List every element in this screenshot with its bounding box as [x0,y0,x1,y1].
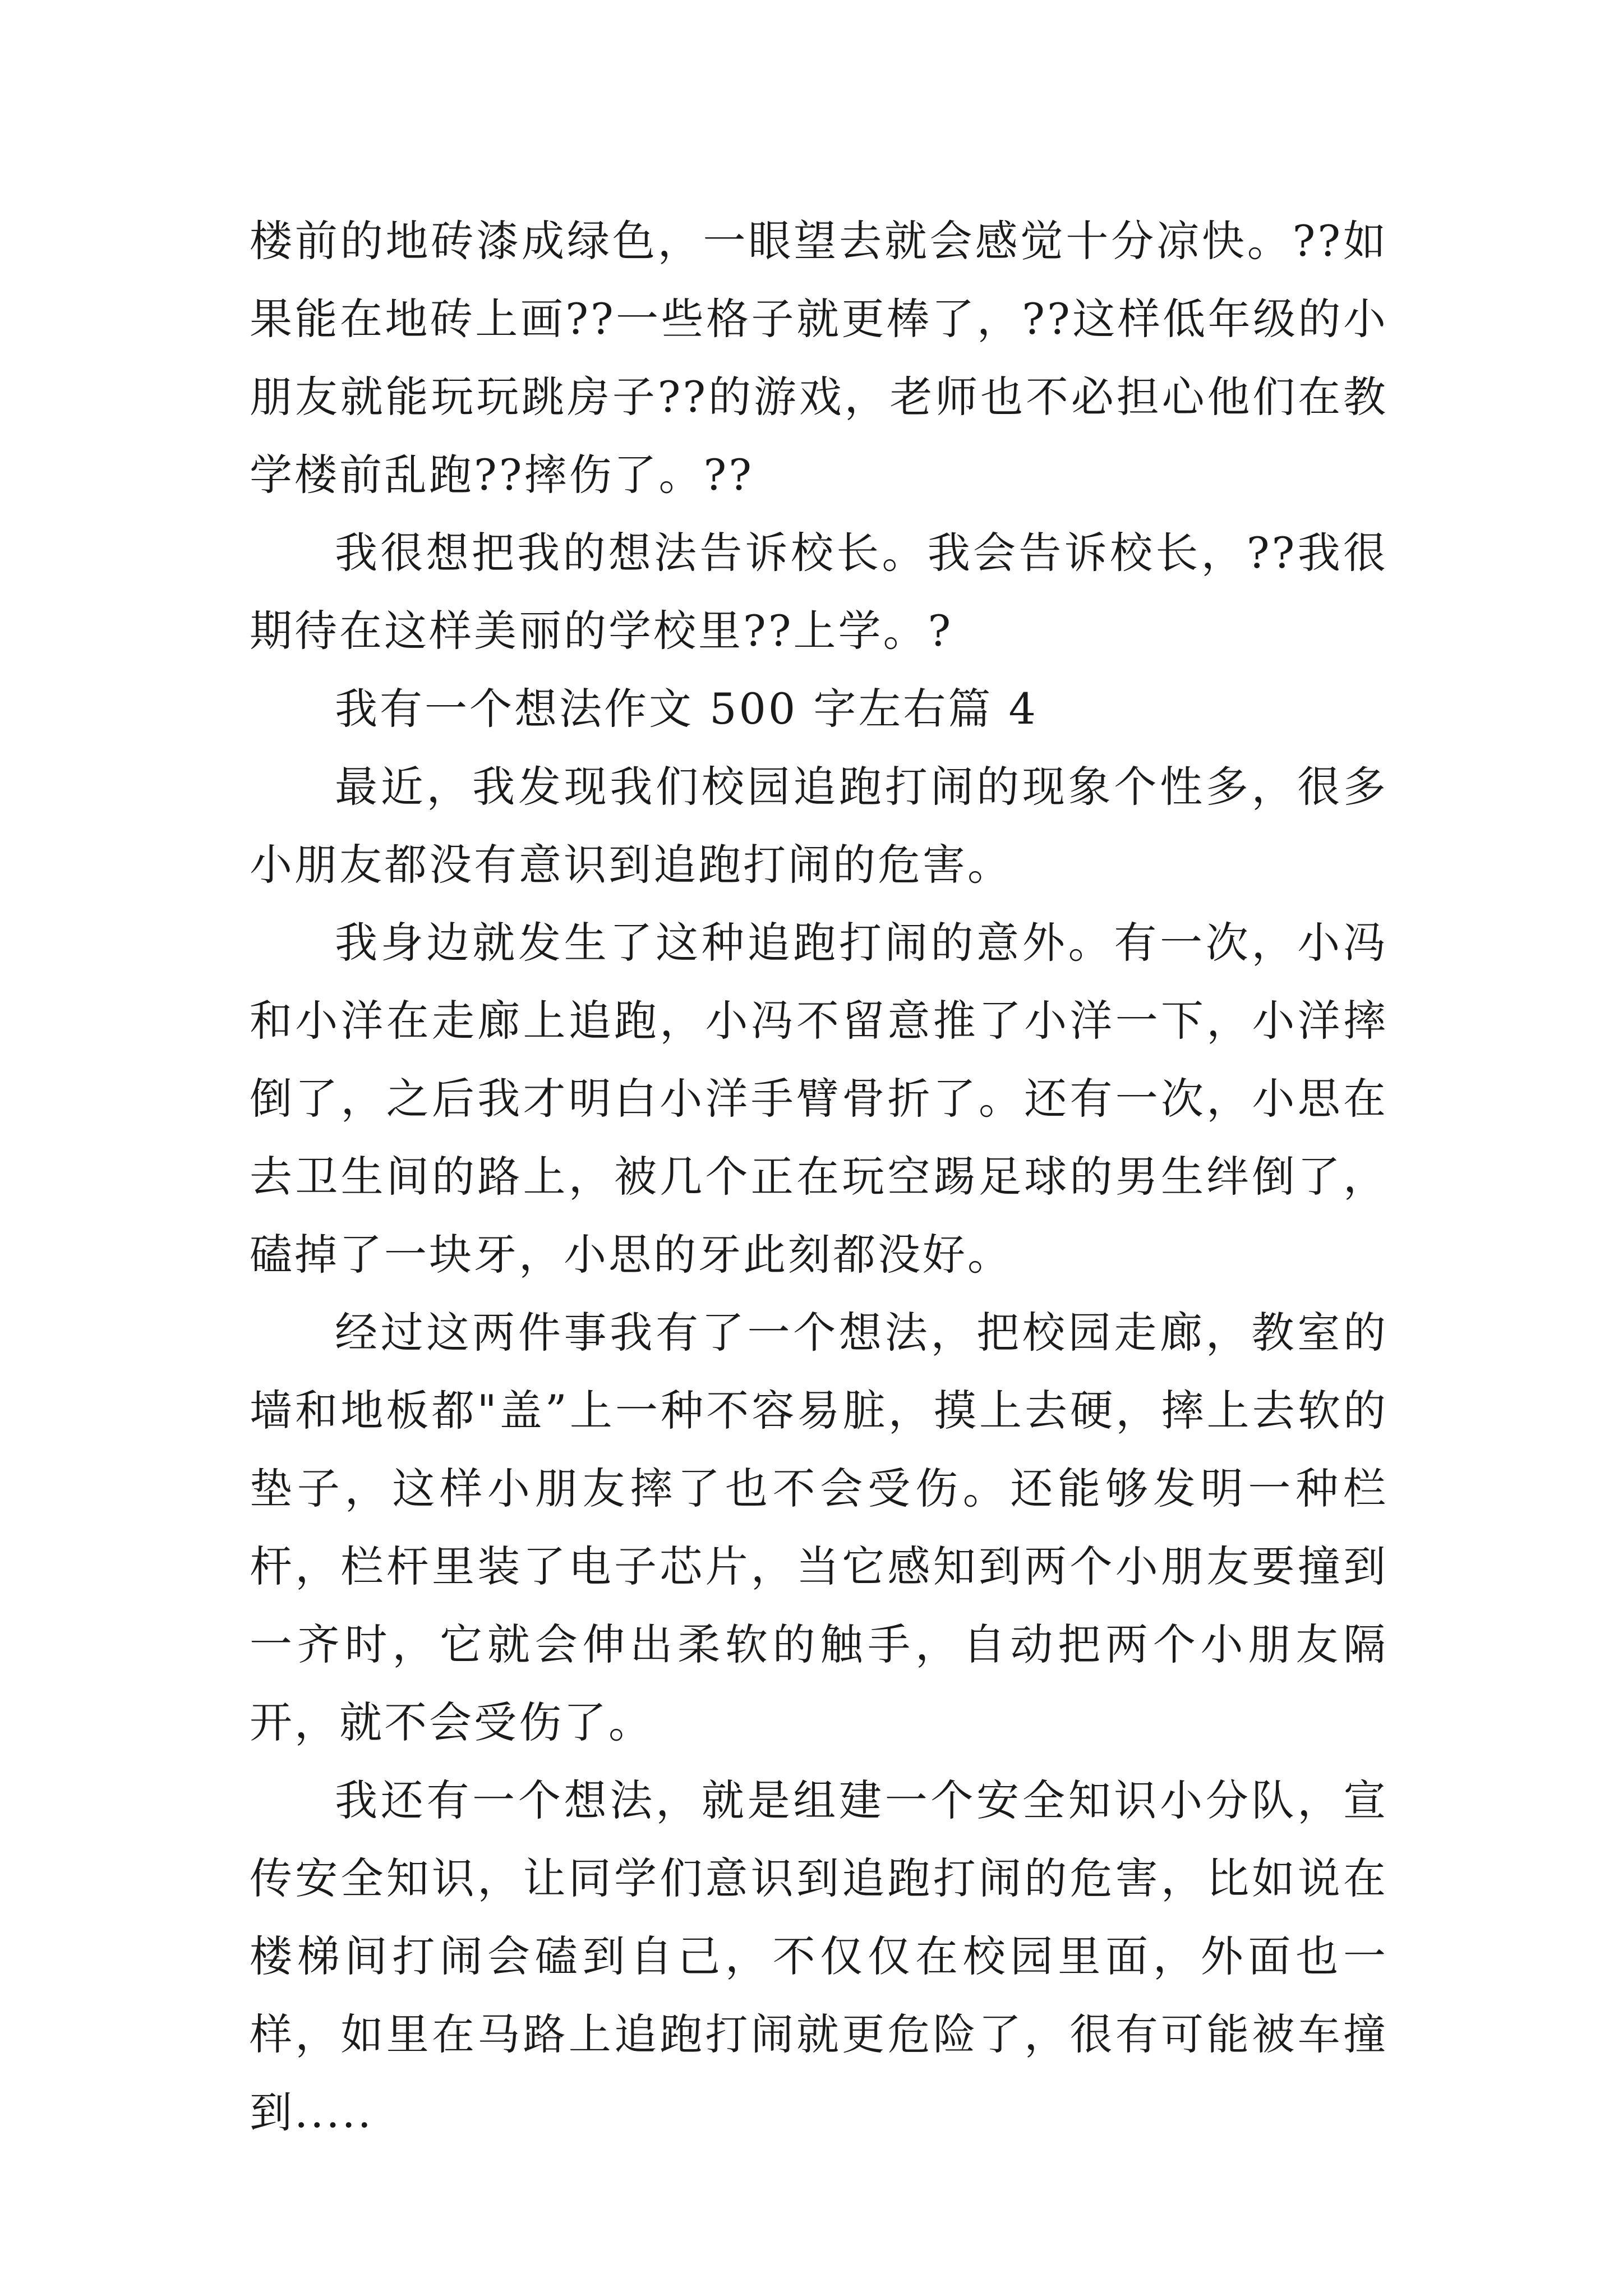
section-heading: 我有一个想法作文 500 字左右篇 4 [335,684,1038,734]
paragraph-1: 楼前的地砖漆成绿色，一眼望去就会感觉十分凉快。??如果能在地砖上画??一些格子就更棒了，??这样低年级的小朋友就能玩玩跳房子??的游戏，老师也不必担心他们在教学楼前乱跑??摔伤了。?? [250,216,1388,500]
paragraph-6: 我还有一个想法，就是组建一个安全知识小分队，宣传安全知识，让同学们意识到追跑打闹的危害，比如说在楼梯间打闹会磕到自己，不仅仅在校园里面，外面也一样，如里在马路上追跑打闹就更危险了，很有可能被车撞到..... [250,1775,1388,2137]
paragraph-2: 我很想把我的想法告诉校长。我会告诉校长，??我很期待在这样美丽的学校里??上学。? [250,528,1388,656]
paragraph-5: 经过这两件事我有了一个想法，把校园走廊，教室的墙和地板都"盖”上一种不容易脏，摸上去硬，摔上去软的垫子，这样小朋友摔了也不会受伤。还能够发明一种栏杆，栏杆里装了电子芯片，当它感知到两个小朋友要撞到一齐时，它就会伸出柔软的触手，自动把两个小朋友隔开，就不会受伤了。 [250,1308,1388,1747]
paragraph-3: 最近，我发现我们校园追跑打闹的现象个性多，很多小朋友都没有意识到追跑打闹的危害。 [250,762,1388,890]
document-body [250,202,1388,2151]
paragraph-4: 我身边就发生了这种追跑打闹的意外。有一次，小冯和小洋在走廊上追跑，小冯不留意推了小洋一下，小洋摔倒了，之后我才明白小洋手臂骨折了。还有一次，小思在去卫生间的路上，被几个正在玩空踢足球的男生绊倒了，磕掉了一块牙，小思的牙此刻都没好。 [250,918,1388,1280]
